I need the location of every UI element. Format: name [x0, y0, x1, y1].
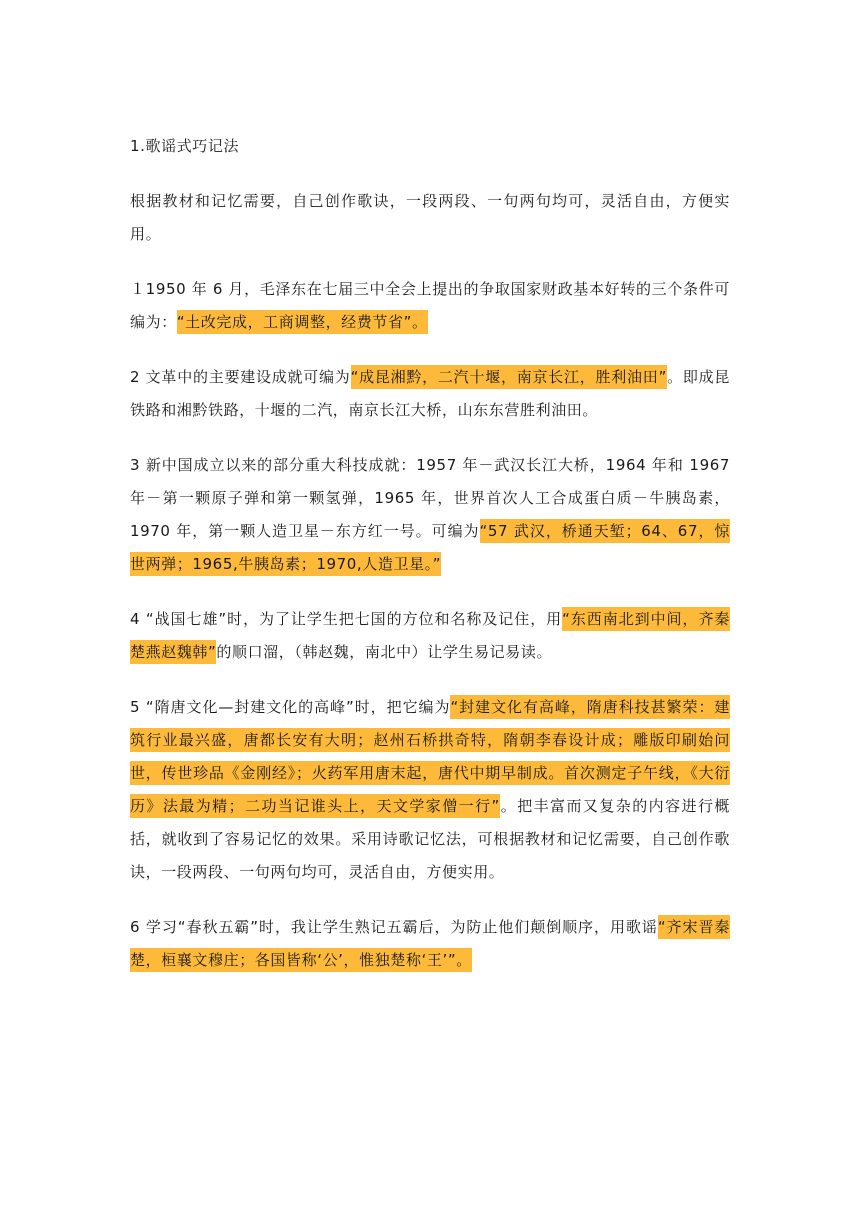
item-text: 。即成昆铁路和湘黔铁路，十堰的二汽，南京长江大桥，山东东营胜利油田。 — [130, 368, 730, 419]
item-text: 。把丰富而又复杂的内容进行概括，就收到了容易记忆的效果。采用诗歌记忆法，可根据教材和记忆需要，自己创作歌诀，一段两段、一句两句均可，灵活自由，方便实用。 — [130, 797, 730, 881]
item-paragraph-4 — [130, 603, 730, 669]
item-text: １1950 年 6 月，毛泽东在七届三中全会上提出的争取国家财政基本好转的三个条件可编为： — [130, 280, 730, 331]
intro-paragraph: 根据教材和记忆需要，自己创作歌诀，一段两段、一句两句均可，灵活自由，方便实用。 — [130, 192, 730, 243]
item-text: 的顺口溜，（韩赵魏，南北中）让学生易记易读。 — [216, 643, 553, 661]
item-paragraph-2 — [130, 361, 730, 427]
highlighted-mnemonic: “成昆湘黔，二汽十堰，南京长江，胜利油田” — [351, 365, 667, 389]
item-text: 5 “隋唐文化—封建文化的高峰”时，把它编为 — [130, 698, 451, 716]
item-paragraph-6 — [130, 911, 730, 977]
highlighted-mnemonic: “封建文化有高峰，隋唐科技甚繁荣：建筑行业最兴盛，唐都长安有大明；赵州石桥拱奇特，隋朝李春设计成；雕版印刷始问世，传世珍品《金刚经》；火药军用唐末起，唐代中期早制成。首次测定子午线，《大衍历》法最为精；二功当记谁头上，天文学家僧一行” — [130, 695, 730, 818]
item-text: 4 “战国七雄”时，为了让学生把七国的方位和名称及记住，用 — [130, 610, 563, 628]
highlighted-mnemonic: “土改完成，工商调整，经费节省”。 — [177, 310, 428, 334]
item-paragraph-1 — [130, 273, 730, 339]
document-page — [130, 130, 730, 999]
highlighted-mnemonic: “57 武汉，桥通天堑；64、67，惊世两弹；1965,牛胰岛素；1970,人造卫星。” — [130, 519, 730, 576]
item-paragraph-3 — [130, 449, 730, 581]
item-text: 2 文革中的主要建设成就可编为 — [130, 368, 351, 386]
item-text: 6 学习“春秋五霸”时，我让学生熟记五霸后，为防止他们颠倒顺序，用歌谣 — [130, 918, 658, 936]
highlighted-mnemonic: “齐宋晋秦楚，桓襄文穆庄；各国皆称‘公’，惟独楚称‘王’”。 — [130, 915, 730, 972]
item-text: 3 新中国成立以来的部分重大科技成就：1957 年－武汉长江大桥，1964 年和 1967 年－第一颗原子弹和第一颗氢弹，1965 年，世界首次人工合成蛋白质－牛胰岛素，1970 年，第一颗人造卫星－东方红一号。可编为 — [130, 456, 730, 540]
highlighted-mnemonic: “东西南北到中间，齐秦楚燕赵魏韩” — [130, 607, 730, 664]
item-paragraph-5 — [130, 691, 730, 889]
section-heading: 1.歌谣式巧记法 — [130, 137, 240, 155]
